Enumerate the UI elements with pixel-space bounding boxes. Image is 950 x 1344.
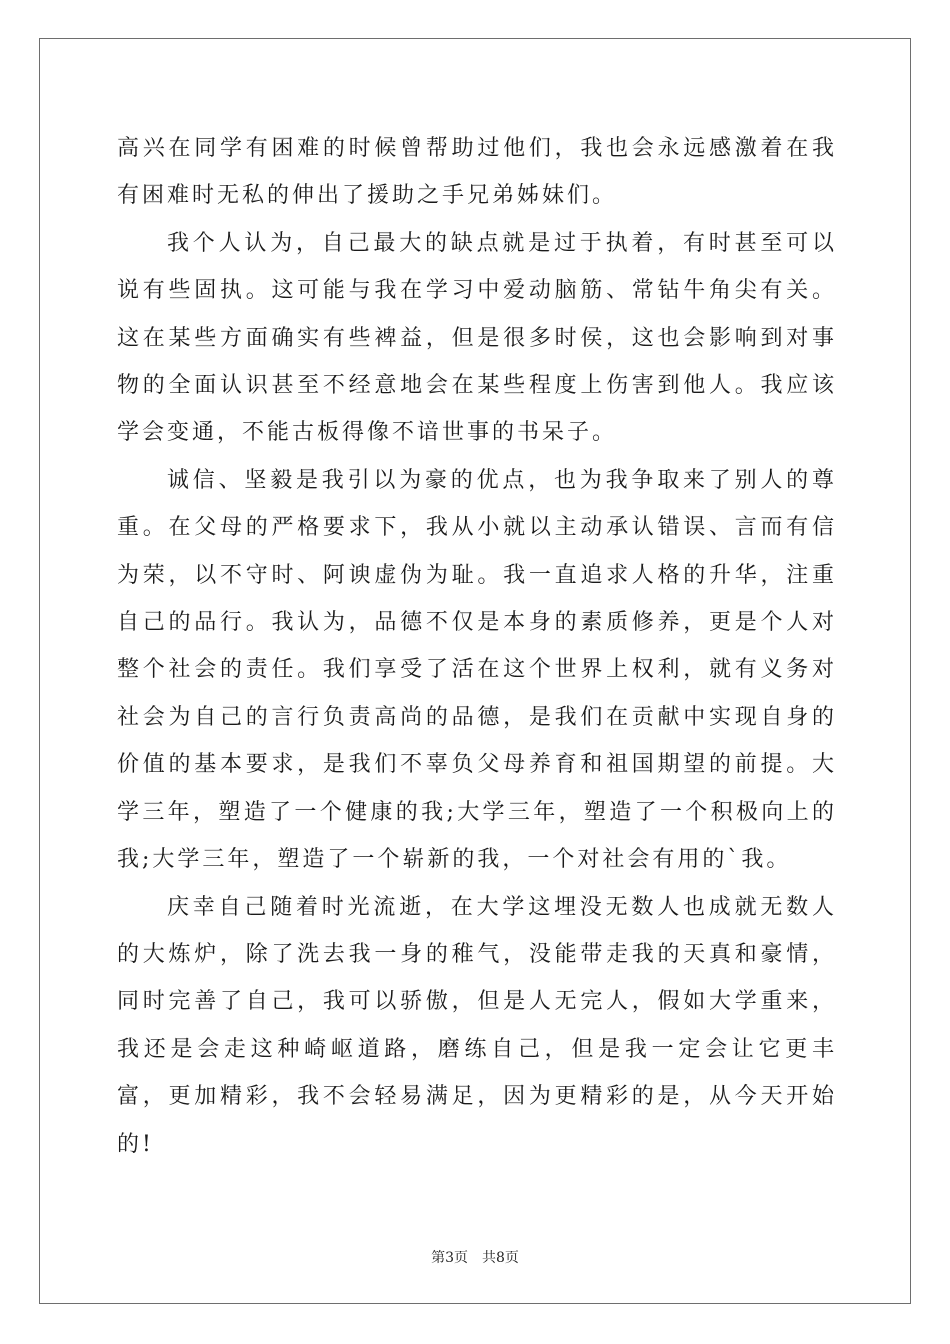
paragraph-4: 庆幸自己随着时光流逝，在大学这埋没无数人也成就无数人的大炼炉，除了洗去我一身的稚气，没能带走我的天真和豪情，同时完善了自己，我可以骄傲，但是人无完人，假如大学重来，我还是会走这种崎岖道路，磨练自己，但是我一定会让它更丰富，更加精彩，我不会轻易满足，因为更精彩的是，从今天开始的!: [117, 894, 837, 1157]
page-footer: [0, 1247, 950, 1267]
document-body: [117, 125, 837, 1168]
paragraph-3: 诚信、坚毅是我引以为豪的优点，也为我争取来了别人的尊重。在父母的严格要求下，我从小就以主动承认错误、言而有信为荣，以不守时、阿谀虚伪为耻。我一直追求人格的升华，注重自己的品行。我认为，品德不仅是本身的素质修养，更是个人对整个社会的责任。我们享受了活在这个世界上权利，就有义务对社会为自己的言行负责高尚的品德，是我们在贡献中实现自身的价值的基本要求，是我们不辜负父母养育和祖国期望的前提。大学三年，塑造了一个健康的我;大学三年，塑造了一个积极向上的我;大学三年，塑造了一个崭新的我，一个对社会有用的`我。: [117, 467, 837, 873]
total-pages: 共8页: [482, 1250, 519, 1266]
page-number: 第3页: [431, 1250, 468, 1266]
paragraph-1: 高兴在同学有困难的时候曾帮助过他们，我也会永远感激着在我有困难时无私的伸出了援助之手兄弟姊妹们。: [117, 136, 837, 209]
paragraph-2: 我个人认为，自己最大的缺点就是过于执着，有时甚至可以说有些固执。这可能与我在学习中爱动脑筋、常钻牛角尖有关。这在某些方面确实有些裨益，但是很多时侯，这也会影响到对事物的全面认识甚至不经意地会在某些程度上伤害到他人。我应该学会变通，不能古板得像不谙世事的书呆子。: [117, 230, 837, 446]
